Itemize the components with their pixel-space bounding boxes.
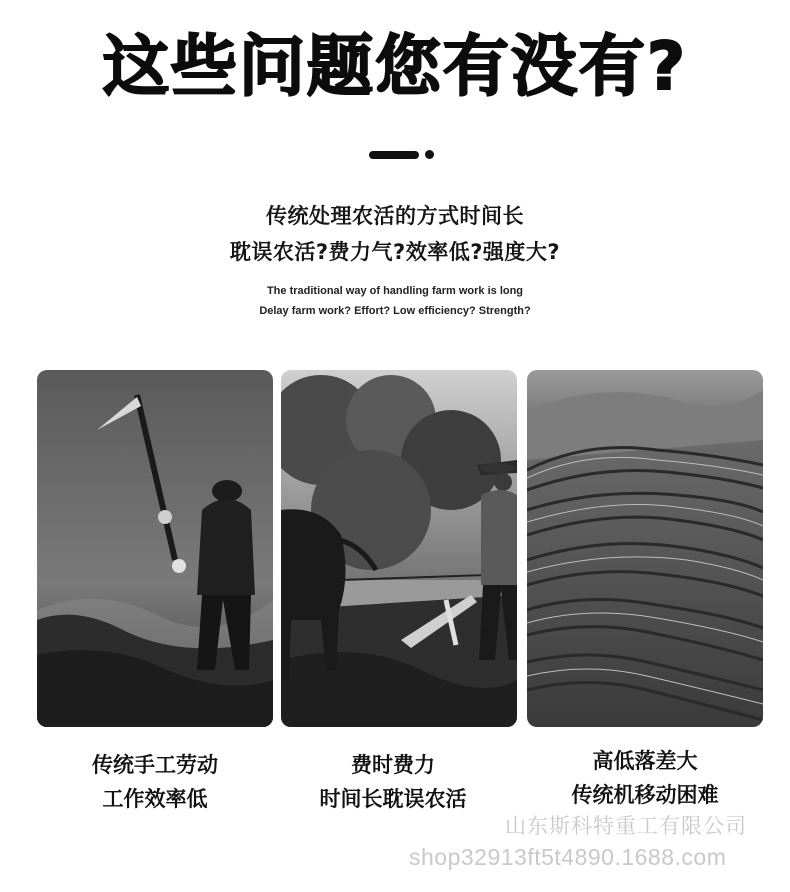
- caption-card-2-line2: 时间长耽误农活: [319, 787, 467, 811]
- title-divider: [369, 150, 435, 162]
- page-title: 这些问题您有没有?: [102, 28, 688, 105]
- caption-card-1: [32, 748, 278, 816]
- subtitle-cn-line2: 耽误农活?费力气?效率低?强度大?: [229, 240, 561, 264]
- caption-card-3-line1: 高低落差大: [592, 749, 698, 773]
- company-watermark: 山东斯科特重工有限公司: [505, 814, 747, 838]
- caption-card-3-line2: 传统机移动困难: [571, 783, 719, 807]
- farmer-digging-hoe-photo: [37, 370, 273, 727]
- subtitle-en-line2: Delay farm work? Effort? Low efficiency? Strength?: [259, 305, 531, 317]
- farmer-ox-plough-photo: [281, 370, 517, 727]
- shop-url-watermark: shop32913ft5t4890.1688.com: [409, 844, 727, 870]
- caption-card-1-line2: 工作效率低: [102, 787, 208, 811]
- terraced-fields-photo: [527, 370, 763, 727]
- subtitle-en-line1: The traditional way of handling farm work is long: [266, 285, 524, 297]
- caption-card-2-line1: 费时费力: [351, 753, 435, 777]
- divider-dot: [425, 150, 434, 159]
- caption-card-1-line1: 传统手工劳动: [92, 753, 218, 777]
- caption-card-3: [522, 744, 768, 812]
- caption-card-2: [270, 748, 516, 816]
- subtitle-cn-line1: 传统处理农活的方式时间长: [266, 204, 524, 228]
- divider-bar: [369, 151, 419, 159]
